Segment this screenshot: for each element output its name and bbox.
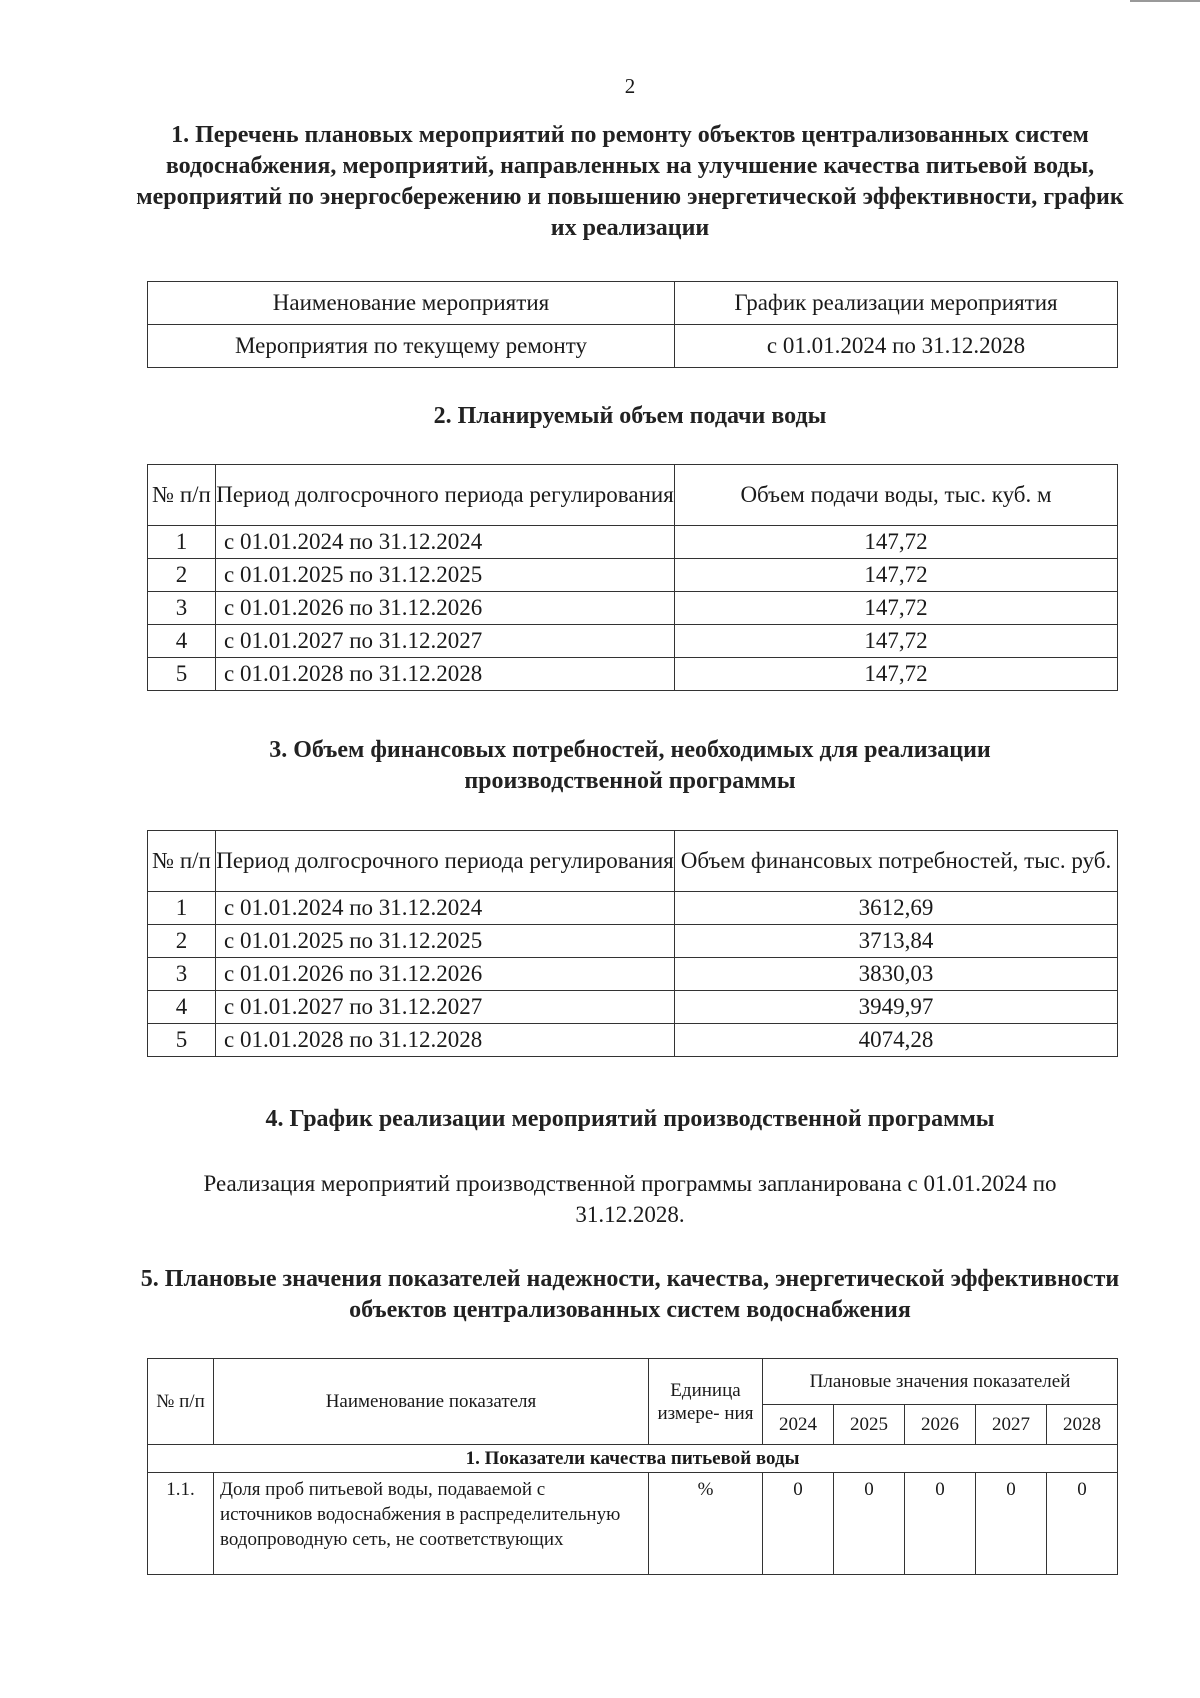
value-cell: 147,72 [675,526,1118,559]
row-number: 3 [148,958,216,991]
value-cell: 0 [1047,1473,1118,1575]
table-row [148,658,1118,691]
row-number: 5 [148,658,216,691]
row-number: 4 [148,991,216,1024]
row-number: 1.1. [148,1473,214,1575]
period-cell: с 01.01.2025 по 31.12.2025 [216,559,675,592]
table-row [148,526,1118,559]
section-1-title: 1. Перечень плановых мероприятий по ремонту объектов централизованных систем водоснабжения, мероприятий, направленных на улучшение качества питьевой воды, мероприятий по энергосбережению и повышению энергетической эффективности, график их реализации [136,122,1124,241]
section-1-table [147,281,1118,368]
table-header: Наименование мероприятия [148,282,675,325]
year-header: 2025 [834,1405,905,1445]
value-cell: 0 [976,1473,1047,1575]
table-row [148,559,1118,592]
table-row [148,958,1118,991]
table-cell: с 01.01.2024 по 31.12.2028 [675,325,1118,368]
table-row [148,325,1118,368]
period-cell: с 01.01.2024 по 31.12.2024 [216,892,675,925]
row-number: 2 [148,559,216,592]
row-number: 1 [148,892,216,925]
table-row [148,592,1118,625]
table-cell: Мероприятия по текущему ремонту [148,325,675,368]
period-cell: с 01.01.2026 по 31.12.2026 [216,592,675,625]
period-cell: с 01.01.2026 по 31.12.2026 [216,958,675,991]
section-3-title: 3. Объем финансовых потребностей, необходимых для реализации производственной программы [269,737,991,794]
page-number: 2 [624,74,636,98]
value-cell: 4074,28 [675,1024,1118,1057]
value-cell: 147,72 [675,658,1118,691]
period-cell: с 01.01.2027 по 31.12.2027 [216,625,675,658]
scan-edge-mark [1130,0,1200,2]
year-header: 2026 [905,1405,976,1445]
value-cell: 3713,84 [675,925,1118,958]
section-5-table [147,1358,1118,1575]
table-row [148,1473,1118,1575]
table-header: № п/п [148,465,216,526]
table-header: Наименование показателя [214,1359,649,1445]
period-cell: с 01.01.2028 по 31.12.2028 [216,658,675,691]
section-3-table [147,830,1118,1057]
table-header: Единица измере- ния [649,1359,763,1445]
row-number: 1 [148,526,216,559]
value-cell: 0 [763,1473,834,1575]
value-cell: 3830,03 [675,958,1118,991]
year-header: 2024 [763,1405,834,1445]
year-header: 2027 [976,1405,1047,1445]
table-header: Период долгосрочного периода регулирования [216,831,675,892]
table-header: Период долгосрочного периода регулирования [216,465,675,526]
table-row [148,892,1118,925]
unit-cell: % [649,1473,763,1575]
table-header: № п/п [148,831,216,892]
section-2-title: 2. Планируемый объем подачи воды [433,403,827,429]
value-cell: 3949,97 [675,991,1118,1024]
row-number: 3 [148,592,216,625]
table-row [148,925,1118,958]
section-4-text: Реализация мероприятий производственной программы запланирована с 01.01.2024 по 31.12.2028. [203,1171,1057,1227]
period-cell: с 01.01.2028 по 31.12.2028 [216,1024,675,1057]
row-number: 5 [148,1024,216,1057]
table-row [148,625,1118,658]
indicator-name: Доля проб питьевой воды, подаваемой с источников водоснабжения в распределительную водопроводную сеть, не соответствующих [214,1473,649,1575]
period-cell: с 01.01.2025 по 31.12.2025 [216,925,675,958]
period-cell: с 01.01.2027 по 31.12.2027 [216,991,675,1024]
table-row [148,991,1118,1024]
value-cell: 0 [905,1473,976,1575]
section-2-table [147,464,1118,691]
table-header: Плановые значения показателей [763,1359,1118,1405]
value-cell: 147,72 [675,559,1118,592]
value-cell: 3612,69 [675,892,1118,925]
row-number: 2 [148,925,216,958]
row-number: 4 [148,625,216,658]
table-header: Объем финансовых потребностей, тыс. руб. [675,831,1118,892]
value-cell: 147,72 [675,592,1118,625]
table-section-row: 1. Показатели качества питьевой воды [148,1445,1118,1473]
table-row [148,1024,1118,1057]
section-4-title: 4. График реализации мероприятий производственной программы [265,1106,995,1132]
table-header: Объем подачи воды, тыс. куб. м [675,465,1118,526]
section-5-title: 5. Плановые значения показателей надежности, качества, энергетической эффективности объектов централизованных систем водоснабжения [140,1266,1120,1323]
table-header: График реализации мероприятия [675,282,1118,325]
value-cell: 0 [834,1473,905,1575]
period-cell: с 01.01.2024 по 31.12.2024 [216,526,675,559]
value-cell: 147,72 [675,625,1118,658]
table-header: № п/п [148,1359,214,1445]
year-header: 2028 [1047,1405,1118,1445]
